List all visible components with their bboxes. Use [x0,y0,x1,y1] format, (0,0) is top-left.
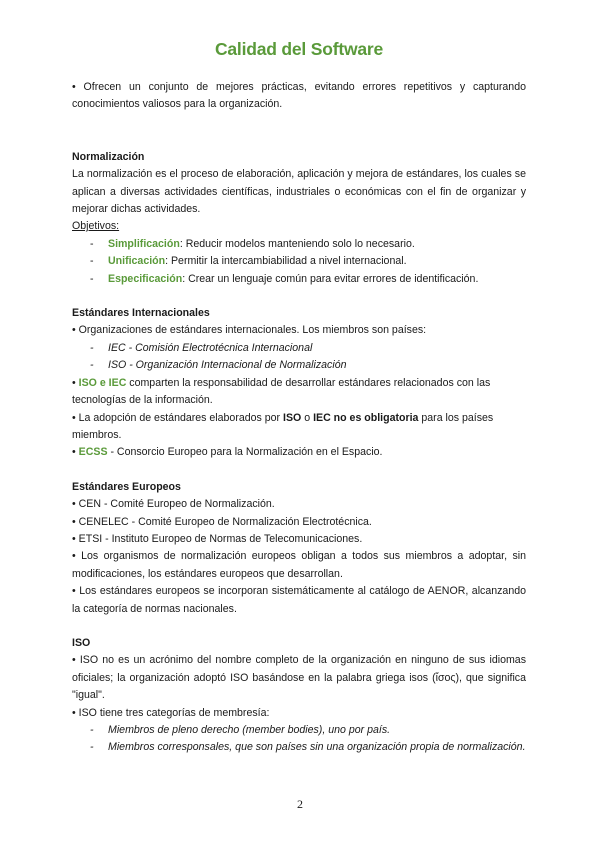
intro-paragraph: • Ofrecen un conjunto de mejores prácticas, evitando errores repetitivos y capturando conocimientos valiosos para la organización. [72,81,526,111]
objetivo-term: Especificación [108,272,183,285]
membresia-intro: • ISO tiene tres categorías de membresía: [72,706,270,719]
objetivos-label: Objetivos: [72,220,120,233]
objetivo-item [72,253,526,270]
normalizacion-paragraph: La normalización es el proceso de elaboración, aplicación y mejora de estándares, los cuales se aplican a diversas actividades científicas, industriales o económicas con el fin de organizar y mejorar dichas actividades. [72,168,526,216]
iso-iec-term: ISO e IEC [78,376,127,389]
page-number: 2 [297,797,303,811]
objetivo-text: : Crear un lenguaje común para evitar errores de identificación. [182,272,479,285]
objetivo-item [72,271,526,288]
adopcion-paragraph [72,410,526,445]
adopcion-iso: ISO [283,411,302,424]
europeo-item: • CEN - Comité Europeo de Normalización. [72,498,275,511]
section-heading-europeos: Estándares Europeos [72,480,181,493]
adopcion-post: para los países miembros. [72,411,494,441]
adopcion-pre: • La adopción de estándares elaborados por [72,411,284,424]
iso-acronimo-paragraph: • ISO no es un acrónimo del nombre completo de la organización en ninguno de sus idiomas oficiales; la organización adoptó ISO basándose en la palabra griega isos (ἴσος), que significa "igual". [72,654,526,702]
europeo-item: • ETSI - Instituto Europeo de Normas de Telecomunicaciones. [72,532,363,545]
adopcion-bold: IEC no es obligatoria [313,411,419,424]
ecss-text: - Consorcio Europeo para la Normalización en el Espacio. [107,446,383,459]
europeo-item: • CENELEC - Comité Europeo de Normalización Electrotécnica. [72,515,372,528]
aenor-paragraph: • Los estándares europeos se incorporan sistemáticamente al catálogo de AENOR, alcanzando la categoría de normas nacionales. [72,585,526,615]
objetivo-text: : Reducir modelos manteniendo solo lo necesario. [179,237,415,250]
ecss-term: ECSS [78,446,108,459]
section-heading-iso: ISO [72,636,91,649]
orgs-intro: • Organizaciones de estándares internacionales. Los miembros son países: [72,324,427,337]
iso-iec-paragraph [72,375,526,410]
adopcion-mid: o [301,411,314,424]
bullet: • [72,446,79,459]
membresia-item: - Miembros de pleno derecho (member bodies), uno por país. [72,722,526,739]
bullet: • [72,376,79,389]
membresia-item: - Miembros corresponsales, que son países sin una organización propia de normalización. [72,739,526,756]
organismos-paragraph: • Los organismos de normalización europeos obligan a todos sus miembros a adoptar, sin modificaciones, los estándares europeos que desarrollan. [72,550,526,580]
section-heading-normalizacion: Normalización [72,150,145,163]
objetivo-text: : Permitir la intercambiabilidad a nivel internacional. [165,255,407,268]
iso-iec-text: comparten la responsabilidad de desarrollar estándares relacionados con las tecnologías de la información. [72,376,491,407]
section-heading-internacionales: Estándares Internacionales [72,307,210,320]
page-title: Calidad del Software [214,39,384,59]
org-item-iso: - ISO - Organización Internacional de Normalización [72,357,526,374]
objetivo-item [72,236,526,253]
document-page [72,36,526,757]
objetivo-term: Unificación [108,255,166,268]
ecss-paragraph [72,444,526,461]
objetivo-term: Simplificación [108,237,180,250]
org-item-iec: - IEC - Comisión Electrotécnica Internacional [72,340,526,357]
